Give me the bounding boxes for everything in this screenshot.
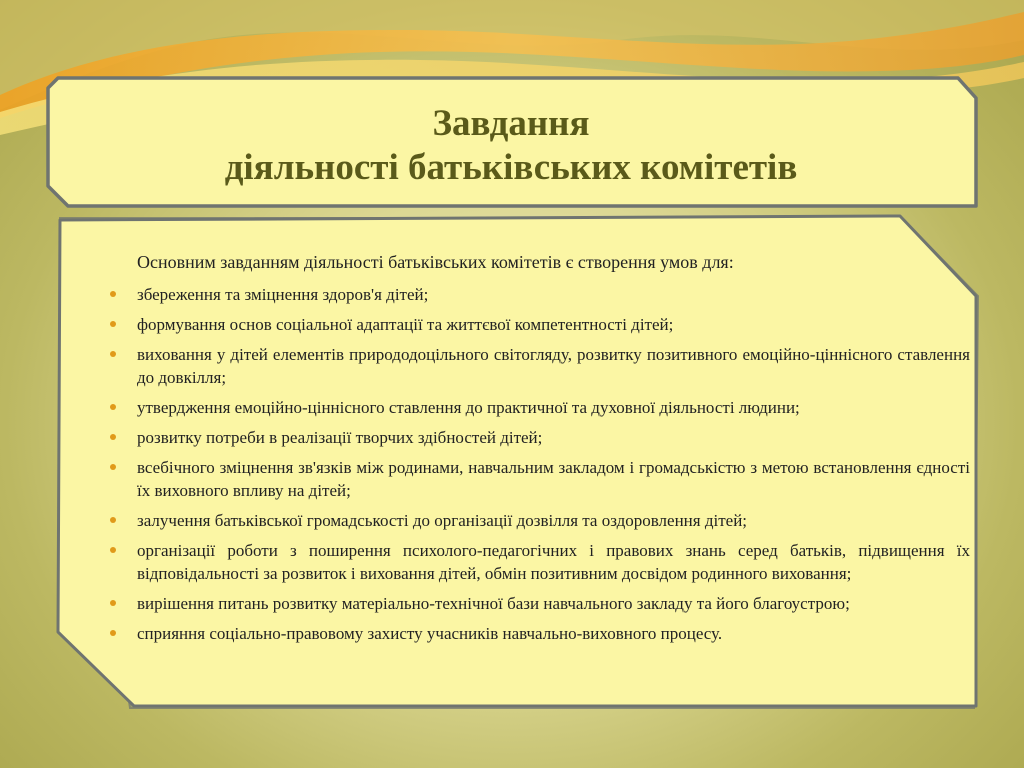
content-panel	[50, 212, 982, 712]
bullet-icon	[110, 291, 116, 297]
bullet-icon	[110, 600, 116, 606]
bullet-icon	[110, 464, 116, 470]
list-item	[108, 313, 970, 336]
list-item-text: розвитку потреби в реалізації творчих здібностей дітей;	[137, 428, 543, 447]
bullet-icon	[110, 321, 116, 327]
bullet-icon	[110, 630, 116, 636]
list-item-text: виховання у дітей елементів природодоцільного світогляду, розвитку позитивного емоційно-ціннісного ставлення до довкілля;	[137, 345, 970, 387]
bullet-icon	[110, 434, 116, 440]
list-item	[108, 509, 970, 532]
bullet-icon	[110, 547, 116, 553]
list-item	[108, 396, 970, 419]
list-item-text: утвердження емоційно-ціннісного ставлення до практичної та духовної діяльності людини;	[137, 398, 800, 417]
list-item	[108, 343, 970, 389]
list-item-text: залучення батьківської громадськості до організації дозвілля та оздоровлення дітей;	[137, 511, 748, 530]
list-item-text: формування основ соціальної адаптації та життєвої компетентності дітей;	[137, 315, 674, 334]
bullet-icon	[110, 517, 116, 523]
bullet-icon	[110, 351, 116, 357]
list-item-text: всебічного зміцнення зв'язків між родинами, навчальним закладом і громадськістю з метою встановлення єдності їх виховного впливу на дітей;	[137, 458, 970, 500]
page-title	[44, 102, 978, 190]
intro-text: Основним завданням діяльності батьківських комітетів є створення умов для:	[137, 252, 734, 272]
list-item-text: організації роботи з поширення психолого-педагогічних і правових знань серед батьків, підвищення їх відповідальності за розвиток і виховання дітей, обмін позитивним досвідом родинного виховання;	[137, 541, 970, 583]
list-item-text: вирішення питань розвитку матеріально-технічної бази навчального закладу та його благоустрою;	[137, 594, 850, 613]
content-body	[108, 250, 970, 652]
list-item	[108, 539, 970, 585]
list-item	[108, 622, 970, 645]
list-item	[108, 283, 970, 306]
list-item-text: збереження та зміцнення здоров'я дітей;	[137, 285, 429, 304]
list-item-text: сприяння соціально-правовому захисту учасників навчально-виховного процесу.	[137, 624, 723, 643]
title-panel	[44, 74, 978, 212]
list-item	[108, 426, 970, 449]
task-list	[108, 283, 970, 645]
list-item	[108, 456, 970, 502]
list-item	[108, 592, 970, 615]
bullet-icon	[110, 404, 116, 410]
title-line-1: Завдання	[432, 103, 590, 144]
title-line-2: діяльності батьківських комітетів	[224, 147, 798, 188]
